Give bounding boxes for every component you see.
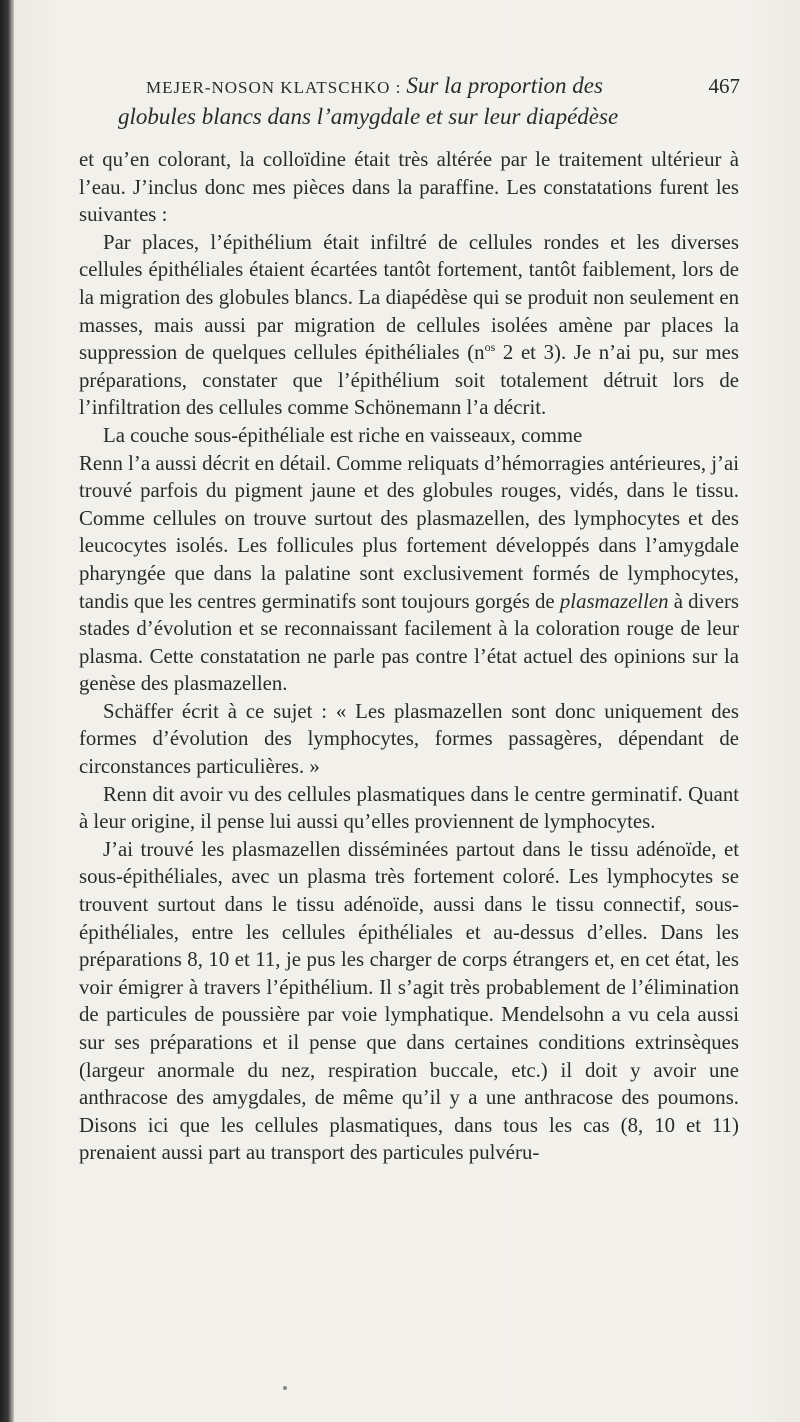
header-author: MEJER-NOSON KLATSCHKO :	[146, 78, 402, 97]
paragraph-3: La couche sous-épithéliale est riche en vaisseaux, comme Renn l’a aussi décrit en détail. Comme reliquats d’hémorragies antérieures, j’ai trouvé parfois du pigment jaune et des globules rouges, vidés, dans le tissu. Comme cellules on trouve surtout des plasmazellen, des lymphocytes et des leucocytes isolés. Les follicules plus fortement développés dans l’amygdale pharyngée que dans la palatine sont exclusivement formés de lymphocytes, tandis que les centres germinatifs sont toujours gorgés de plasmazellen à divers stades d’évolution et se reconnaissant facilement à la coloration rouge de leur plasma. Cette constatation ne parle pas contre l’état actuel des opinions sur la genèse des plasmazellen.	[79, 423, 739, 696]
paragraph-6: J’ai trouvé les plasmazellen disséminées partout dans le tissu adénoïde, et sous-épithéliales, avec un plasma très fortement coloré. Les lymphocytes se trouvent surtout dans le tissu adénoïde, aussi dans le tissu connectif, sous-épithéliales, entre les cellules épithéliales et au-dessus d’elles. Dans les préparations 8, 10 et 11, je pus les charger de corps étrangers et, en cet état, les voir émigrer à travers l’épithélium. Il s’agit très probablement de l’élimination de particules de poussière par voie lymphatique. Mendelsohn a vu cela aussi sur ses préparations et il pense que dans certaines conditions extrinsèques (largeur anormale du nez, respiration buccale, etc.) il doit y avoir une anthracose des amygdales, de même qu’il y a une anthracose des poumons. Disons ici que les cellules plasmatiques, dans tous les cas (8, 10 et 11) prenaient aussi part au transport des particules pulvéru-	[79, 837, 739, 1165]
paragraph-5: Renn dit avoir vu des cellules plasmatiques dans le centre germinatif. Quant à leur origine, il pense lui aussi qu’elles proviennent de lymphocytes.	[79, 782, 739, 834]
print-speck	[283, 1386, 287, 1390]
paragraph-4: Schäffer écrit à ce sujet : « Les plasmazellen sont donc uniquement des formes d’évolution des lymphocytes, formes passagères, dépendant de circonstances particulières. »	[79, 699, 739, 779]
running-header	[60, 72, 740, 132]
italic-plasmazellen: plasmazellen	[559, 589, 669, 613]
header-title-line2: globules blancs dans l’amygdale et sur leur diapédèse	[118, 104, 619, 129]
body-text	[79, 146, 739, 1167]
header-title-line1: Sur la proportion des	[406, 73, 603, 98]
superscript-os: os	[484, 340, 496, 355]
book-spine-shadow	[0, 0, 14, 1422]
page-number: 467	[708, 74, 740, 98]
paragraph-2: Par places, l’épithélium était infiltré de cellules rondes et les diverses cellules épithéliales étaient écartées tantôt fortement, tantôt faiblement, lors de la migration des globules blancs. La diapédèse qui se produit non seulement en masses, mais aussi par migration de cellules isolées amène par places la suppression de quelques cellules épithéliales ($n^{os}$ 2 et 3). Je n’ai pu, sur mes préparations, constater que l’épithélium soit totalement détruit lors de l’infiltration des cellules comme Schönemann l’a décrit.	[79, 230, 739, 420]
paragraph-1: et qu’en colorant, la colloïdine était très altérée par le traitement ultérieur à l’eau. J’inclus donc mes pièces dans la paraffine. Les constatations furent les suivantes :	[79, 148, 739, 227]
